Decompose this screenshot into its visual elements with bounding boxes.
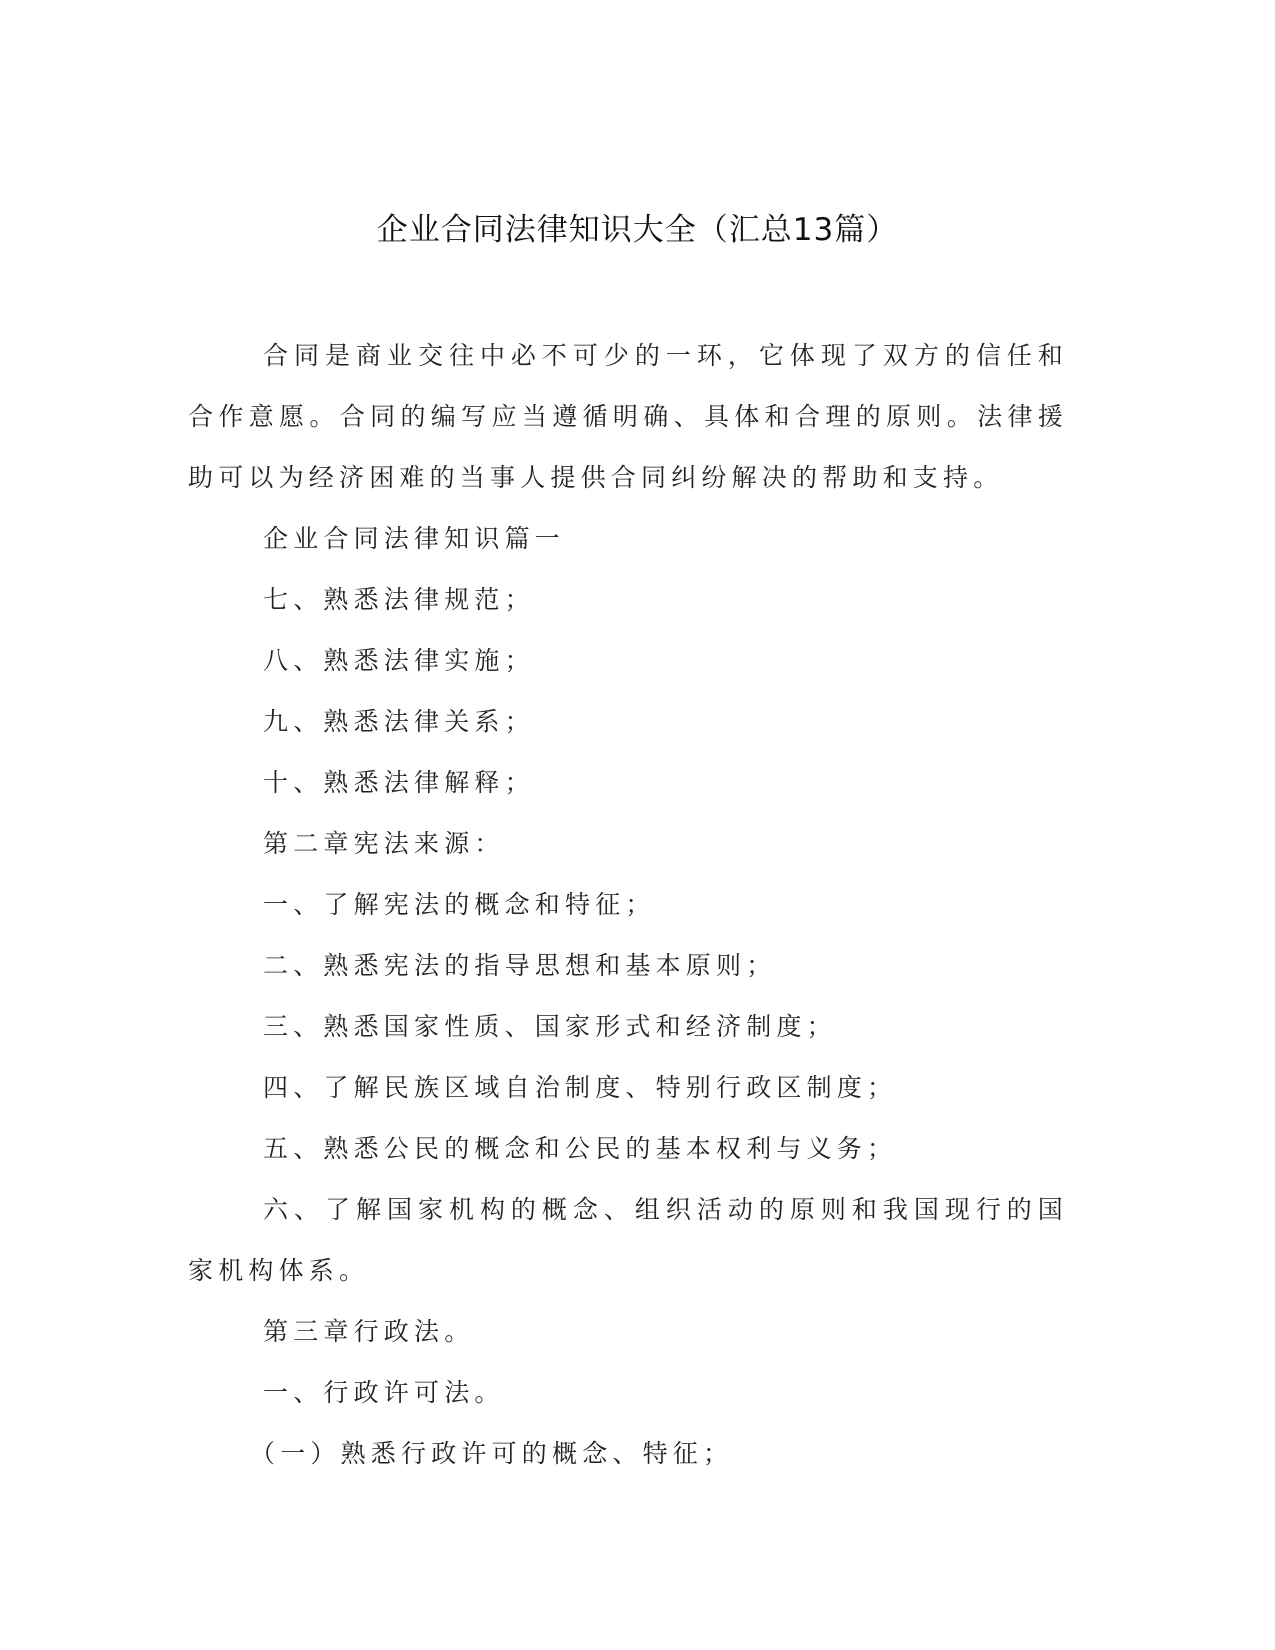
document-title: 企业合同法律知识大全（汇总13篇） bbox=[376, 212, 899, 248]
intro-paragraph: 合同是商业交往中必不可少的一环，它体现了双方的信任和合作意愿。合同的编写应当遵循明确、具体和合理的原则。法律援助可以为经济困难的当事人提供合同纠纷解决的帮助和支持。 bbox=[188, 341, 1068, 492]
sub-list-item: （一）熟悉行政许可的概念、特征； bbox=[250, 1439, 734, 1468]
list-item: 三、熟悉国家性质、国家形式和经济制度； bbox=[263, 1012, 837, 1041]
list-item: 一、了解宪法的概念和特征； bbox=[263, 890, 656, 919]
list-item: 九、熟悉法律关系； bbox=[263, 707, 535, 736]
chapter-heading: 第三章行政法。 bbox=[263, 1317, 475, 1346]
list-item: 二、熟悉宪法的指导思想和基本原则； bbox=[263, 951, 777, 980]
list-item: 一、行政许可法。 bbox=[263, 1378, 505, 1407]
chapter-heading: 第二章宪法来源： bbox=[263, 829, 505, 858]
list-item: 七、熟悉法律规范； bbox=[263, 585, 535, 614]
list-item: 五、熟悉公民的概念和公民的基本权利与义务； bbox=[263, 1134, 898, 1163]
list-item: 六、了解国家机构的概念、组织活动的原则和我国现行的国家机构体系。 bbox=[188, 1195, 1068, 1285]
section-heading: 企业合同法律知识篇一 bbox=[263, 524, 566, 553]
list-item: 十、熟悉法律解释； bbox=[263, 768, 535, 797]
list-item: 四、了解民族区域自治制度、特别行政区制度； bbox=[263, 1073, 898, 1102]
document-body bbox=[188, 325, 1068, 1484]
list-item: 八、熟悉法律实施； bbox=[263, 646, 535, 675]
